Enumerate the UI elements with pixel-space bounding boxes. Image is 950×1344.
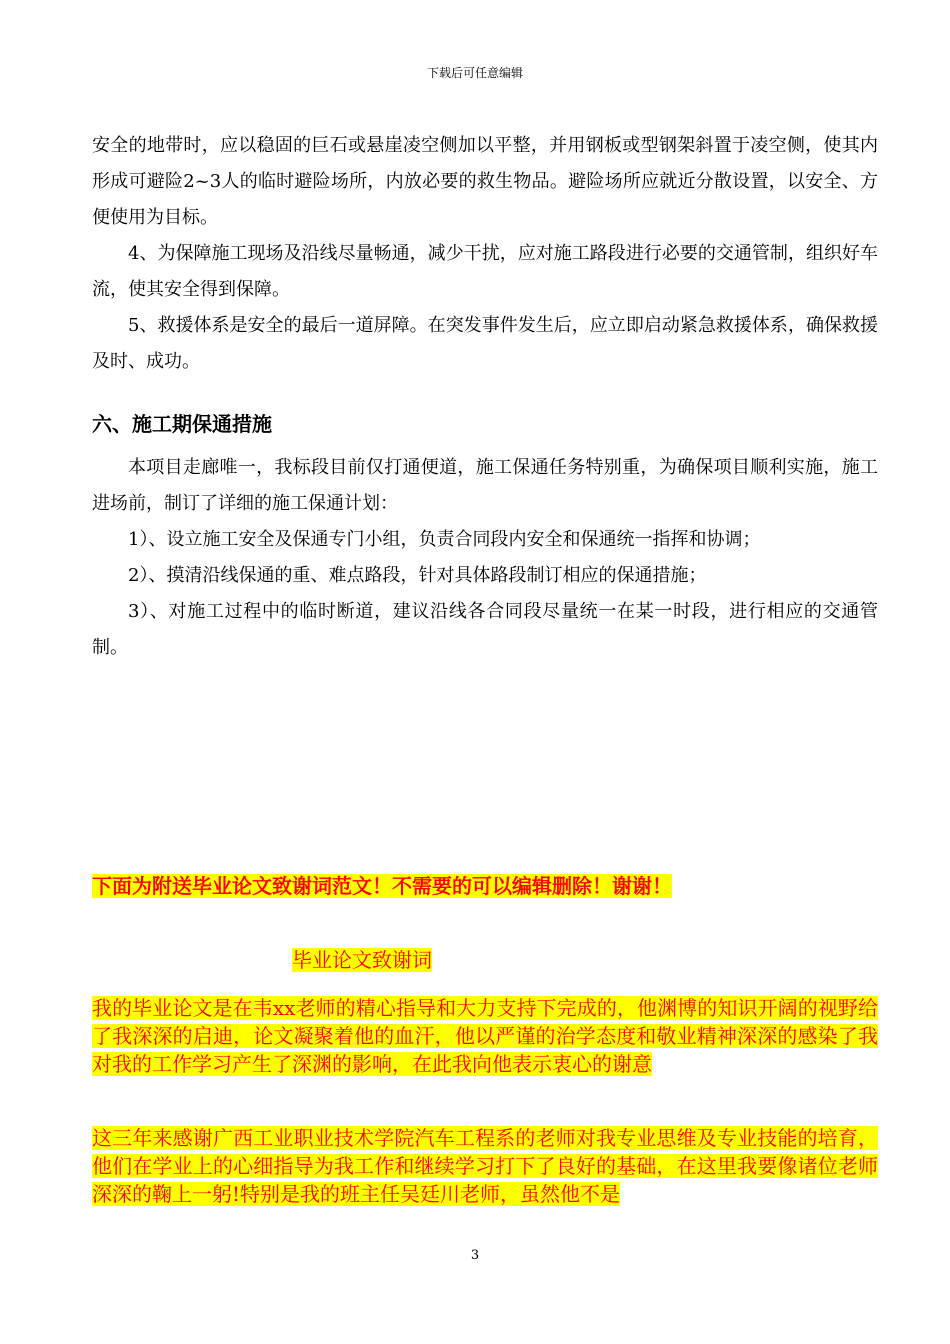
page-header: 下载后可任意编辑 [426,66,523,80]
list-item: 3）、对施工过程中的临时断道，建议沿线各合同段尽量统一在某一时段，进行相应的交通管制。 [92,601,878,658]
list-item: 2）、摸清沿线保通的重、难点路段，针对具体路段制订相应的保通措施； [128,565,707,586]
section-heading: 六、施工期保通措施 [92,412,272,436]
appendix-notice [92,872,672,900]
acknowledgement-title [292,946,432,974]
page-number: 3 [470,1248,480,1263]
acknowledgement-title-text: 毕业论文致谢词 [292,948,432,972]
list-item: 1）、设立施工安全及保通专门小组，负责合同段内安全和保通统一指挥和协调； [128,529,761,550]
acknowledgement-text: 这三年来感谢广西工业职业技术学院汽车工程系的老师对我专业思维及专业技能的培育，他们在学业上的心细指导为我工作和继续学习打下了良好的基础，在这里我要像诸位老师深深的鞠上一躬!特别是我的班主任吴廷川老师，虽然他不是 [92,1126,878,1206]
acknowledgement-paragraph [92,1124,878,1208]
body-paragraph: 本项目走廊唯一，我标段目前仅打通便道，施工保通任务特别重，为确保项目顺利实施，施工进场前，制订了详细的施工保通计划： [92,457,878,514]
acknowledgement-text: 我的毕业论文是在韦xx老师的精心指导和大力支持下完成的，他渊博的知识开阔的视野给了我深深的启迪，论文凝聚着他的血汗，他以严谨的治学态度和敬业精神深深的感染了我对我的工作学习产生了深渊的影响，在此我向他表示衷心的谢意 [92,996,878,1076]
body-paragraph: 5、救援体系是安全的最后一道屏障。在突发事件发生后，应立即启动紧急救援体系，确保救援及时、成功。 [92,315,878,372]
body-paragraph: 4、为保障施工现场及沿线尽量畅通，减少干扰，应对施工路段进行必要的交通管制，组织好车流，使其安全得到保障。 [92,243,878,300]
appendix-notice-text: 下面为附送毕业论文致谢词范文！不需要的可以编辑删除！谢谢！ [92,874,672,898]
document-body [92,128,878,666]
body-paragraph: 安全的地带时，应以稳固的巨石或悬崖凌空侧加以平整，并用钢板或型钢架斜置于凌空侧，使其内形成可避险2~3人的临时避险场所，内放必要的救生物品。避险场所应就近分散设置，以安全、方便使用为目标。 [92,135,878,228]
acknowledgement-paragraph [92,994,878,1078]
